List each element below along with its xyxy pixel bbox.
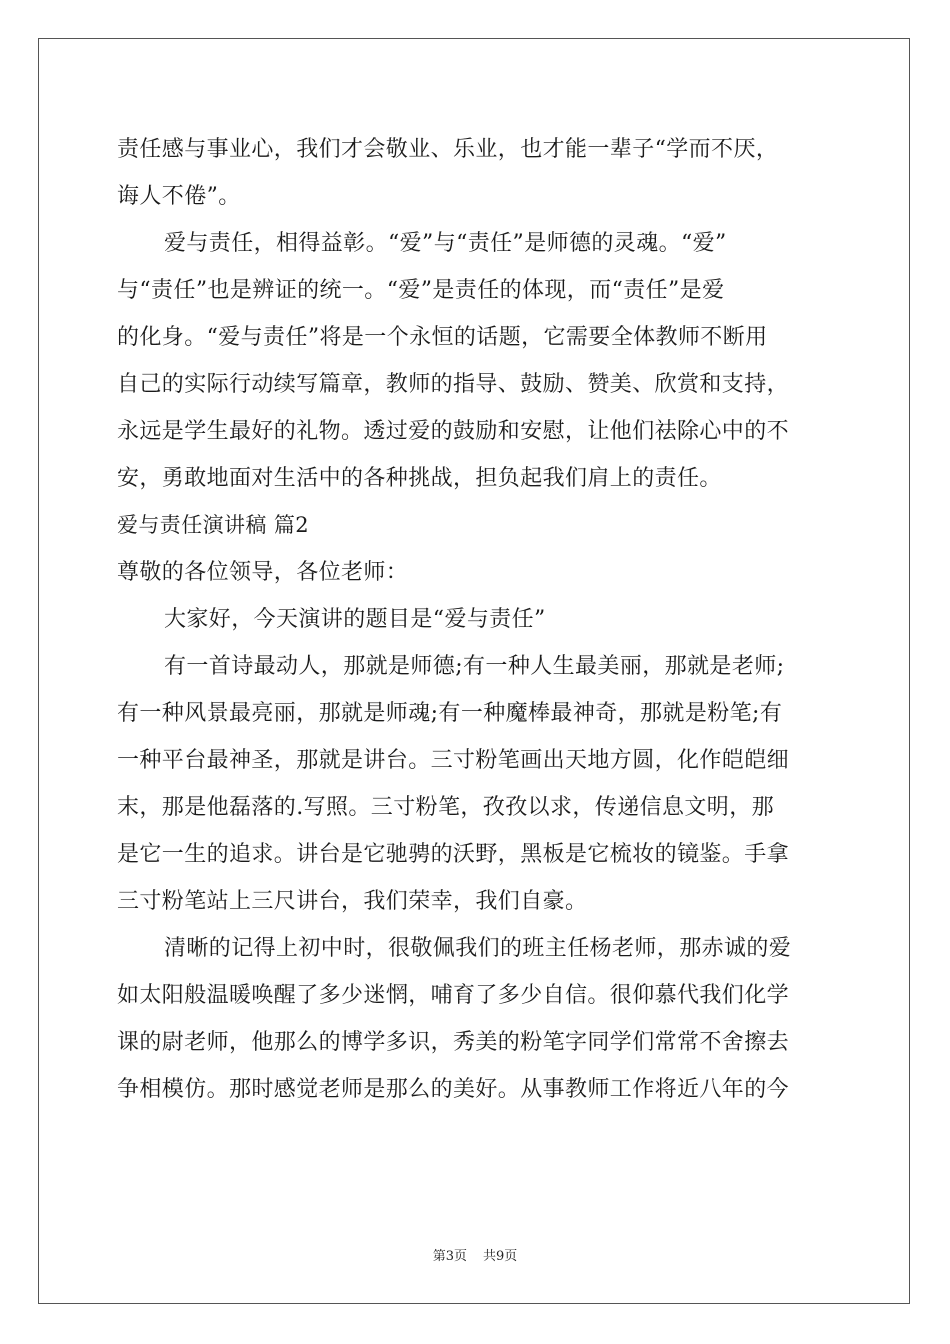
text-line-16: 是它一生的追求。讲台是它驰骋的沃野，黑板是它梳妆的镜鉴。手拿 bbox=[117, 842, 790, 867]
text-line-5: 的化身。“爱与责任”将是一个永恒的话题，它需要全体教师不断用 bbox=[117, 325, 768, 350]
text-line-3: 爱与责任，相得益彰。“爱”与“责任”是师德的灵魂。“爱” bbox=[164, 231, 727, 256]
text-line-4: 与“责任”也是辨证的统一。“爱”是责任的体现，而“责任”是爱 bbox=[117, 278, 725, 303]
text-line-15: 末，那是他磊落的.写照。三寸粉笔，孜孜以求，传递信息文明，那 bbox=[117, 795, 774, 820]
page-number-total: 共9页 bbox=[483, 1249, 518, 1264]
page-number-current: 第3页 bbox=[432, 1249, 467, 1264]
page-footer bbox=[0, 1245, 950, 1264]
text-line-17: 三寸粉笔站上三尺讲台，我们荣幸，我们自豪。 bbox=[117, 889, 588, 914]
text-line-13: 有一种风景最亮丽，那就是师魂;有一种魔棒最神奇，那就是粉笔;有 bbox=[117, 701, 783, 726]
text-line-20: 课的尉老师，他那么的博学多识，秀美的粉笔字同学们常常不舍擦去 bbox=[117, 1030, 790, 1055]
text-line-6: 自己的实际行动续写篇章，教师的指导、鼓励、赞美、欣赏和支持， bbox=[117, 372, 790, 397]
text-line-2: 诲人不倦”。 bbox=[117, 184, 241, 209]
text-line-21: 争相模仿。那时感觉老师是那么的美好。从事教师工作将近八年的今 bbox=[117, 1077, 790, 1102]
text-line-8: 安，勇敢地面对生活中的各种挑战，担负起我们肩上的责任。 bbox=[117, 466, 722, 491]
text-line-11: 大家好，今天演讲的题目是“爱与责任” bbox=[164, 607, 546, 632]
section-heading: 爱与责任演讲稿 篇2 bbox=[117, 513, 310, 537]
text-line-18: 清晰的记得上初中时，很敬佩我们的班主任杨老师，那赤诚的爱 bbox=[164, 936, 792, 961]
text-line-14: 一种平台最神圣，那就是讲台。三寸粉笔画出天地方圆，化作皑皑细 bbox=[117, 748, 790, 773]
document-body bbox=[117, 126, 834, 1113]
text-line-1: 责任感与事业心，我们才会敬业、乐业，也才能一辈子“学而不厌， bbox=[117, 137, 779, 162]
salutation: 尊敬的各位领导，各位老师： bbox=[117, 560, 409, 585]
text-line-7: 永远是学生最好的礼物。透过爱的鼓励和安慰，让他们祛除心中的不 bbox=[117, 419, 790, 444]
text-line-19: 如太阳般温暖唤醒了多少迷惘，哺育了多少自信。很仰慕代我们化学 bbox=[117, 983, 790, 1008]
text-line-12: 有一首诗最动人，那就是师德;有一种人生最美丽，那就是老师; bbox=[164, 654, 785, 679]
